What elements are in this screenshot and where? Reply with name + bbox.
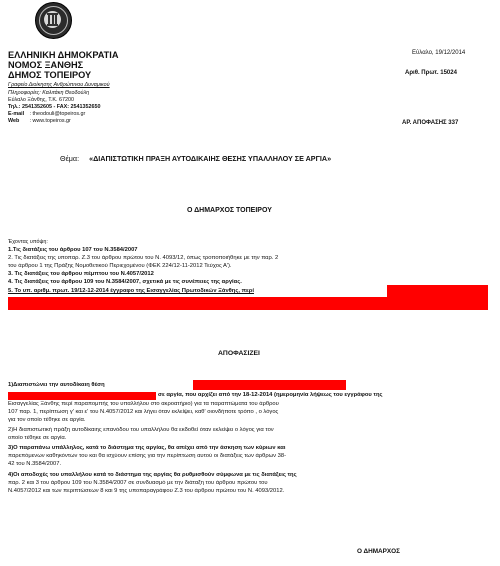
decision-3-line-1: 3)Ο παραπάνω υπάλληλος, κατά το διάστημα της αργίας, θα απέχει από την άσκηση των κύριων και	[8, 445, 286, 451]
considering-item-2-cont: του άρθρου 1 της Πράξης Νομοθετικού Περιεχομένου (ΦΕΚ 224/12-11-2012 Τεύχος Α').	[8, 263, 232, 269]
decision-1-line-2: σε αργία, που αρχίζει από την 18-12-2014 (ημερομηνία λήψεως του εγγράφου της	[158, 392, 383, 398]
redaction-box	[8, 297, 388, 310]
web-label: Web	[8, 118, 20, 124]
considering-item-4: 4. Τις διατάξεις του άρθρου 109 του Ν.3584/2007, σχετικά με τις συνέπειες της αργίας.	[8, 279, 242, 285]
decision-number: ΑΡ. ΑΠΟΦΑΣΗΣ 337	[402, 120, 459, 126]
decision-4-line-3: Ν.4057/2012 και των περιπτώσεων 8 και 9 της υποπαραγράφου Ζ.3 του άρθρου πρώτου του Ν. 4093/2012.	[8, 488, 285, 494]
considering-label: Έχοντας υπόψη:	[8, 239, 48, 245]
considering-item-3: 3. Τις διατάξεις του άρθρου πέμπτου του Ν.4057/2012	[8, 271, 154, 277]
contact-email-row	[8, 111, 101, 118]
email-link[interactable]: : theodouli@topeiros.gr	[29, 111, 86, 117]
redaction-box	[193, 380, 346, 390]
org-prefecture: ΝΟΜΟΣ ΞΑΝΘΗΣ	[8, 60, 84, 71]
decision-1-prefix: 1)Διαπιστώνει την αυτοδίκαιη θέση	[8, 382, 105, 388]
municipality-seal	[35, 2, 72, 39]
subject-label: Θέμα:	[60, 154, 80, 163]
redaction-box	[387, 285, 488, 310]
org-country: ΕΛΛΗΝΙΚΗ ΔΗΜΟΚΡΑΤΙΑ	[8, 50, 119, 60]
doc-date: Εύλαλο, 19/12/2014	[412, 50, 466, 56]
decision-2-line-1: 2)Η διαπιστωτική πράξη αυτοδίκαιης επανόδου του υπαλλήλου θα εκδοθεί όταν εκλείψει ο λόγος για τον	[8, 427, 274, 433]
considering-item-5: 5. Το υπ. αριθμ. πρωτ. 19/12-12-2014 έγγραφο της Εισαγγελίας Πρωτοδικών Ξάνθης, περί	[8, 288, 254, 294]
web-link[interactable]: : www.topeiros.gr	[29, 118, 71, 124]
decides-heading: ΑΠΟΦΑΣΙΖΕΙ	[218, 350, 260, 357]
subject-line	[60, 154, 331, 163]
contact-block	[8, 90, 101, 125]
protocol-number: Αριθ. Πρωτ. 15024	[405, 70, 457, 76]
considering-item-2: 2. Τις διατάξεις της υποπαρ. Ζ.3 του άρθρου πρώτου του Ν. 4093/12, όπως τροποποιήθηκε με την παρ. 2	[8, 255, 279, 261]
subject-text: «ΔΙΑΠΙΣΤΩΤΙΚΗ ΠΡΑΞΗ ΑΥΤΟΔΙΚΑΙΗΣ ΘΕΣΗΣ ΥΠΑΛΛΗΛΟΥ ΣΕ ΑΡΓΙΑ»	[89, 154, 332, 163]
decision-4-line-1: 4)Οι αποδοχές του υπαλλήλου κατά το διάστημα της αργίας θα ρυθμισθούν σύμφωνα με τις διατάξεις της	[8, 472, 297, 478]
contact-address: Εύλαλο Ξάνθης, Τ.Κ. 67200	[8, 97, 74, 103]
decision-4-line-2: παρ. 2 και 3 του άρθρου 109 του Ν.3584/2007 σε συνδυασμό με την διάταξη του άρθρου πρώτου του	[8, 480, 268, 486]
signature-title: Ο ΔΗΜΑΡΧΟΣ	[357, 548, 400, 555]
decision-1-line-4: 107 παρ. 1, περίπτωση γ' και ε' του Ν.4057/2012 και λήγει όταν εκλείψει, καθ' οιονδήποτε τρόπο , ο λόγος	[8, 409, 279, 415]
org-block	[8, 50, 118, 81]
department: Γραφείο Διοίκησης Ανθρώπινου Δυναμικού	[8, 82, 110, 88]
issuer-heading: Ο ΔΗΜΑΡΧΟΣ ΤΟΠΕΙΡΟΥ	[187, 207, 272, 214]
decision-2-line-2: οποίο τέθηκε σε αργία.	[8, 435, 67, 441]
decision-3-line-2: παρεπόμενων καθηκόντων του και θα ισχύουν επίσης για την περίπτωση αυτού οι διατάξεις των άρθρων 38-	[8, 453, 287, 459]
considering-item-1: 1.Τις διατάξεις του άρθρου 107 του Ν.3584/2007	[8, 247, 138, 253]
decision-1-line-3: Εισαγγελίας Ξάνθης περί παραπομπής του υπαλλήλου στο ακροατήριο) για τα παραπτώματα του άρθρου	[8, 401, 279, 407]
decision-1-line-5: για τον οποίο τέθηκε σε αργία.	[8, 417, 86, 423]
decision-3-line-3: 42 του Ν.3584/2007.	[8, 461, 62, 467]
email-label: E-mail	[8, 111, 25, 117]
contact-web-row	[8, 118, 101, 125]
contact-info: Πληροφορίες: Καλιτάκη Θεοδούλη	[8, 90, 90, 96]
redaction-box	[8, 392, 156, 400]
contact-phone: Τηλ.: 2541352605 - FAX: 2541352650	[8, 104, 101, 110]
org-municipality: ΔΗΜΟΣ ΤΟΠΕΙΡΟΥ	[8, 70, 92, 81]
